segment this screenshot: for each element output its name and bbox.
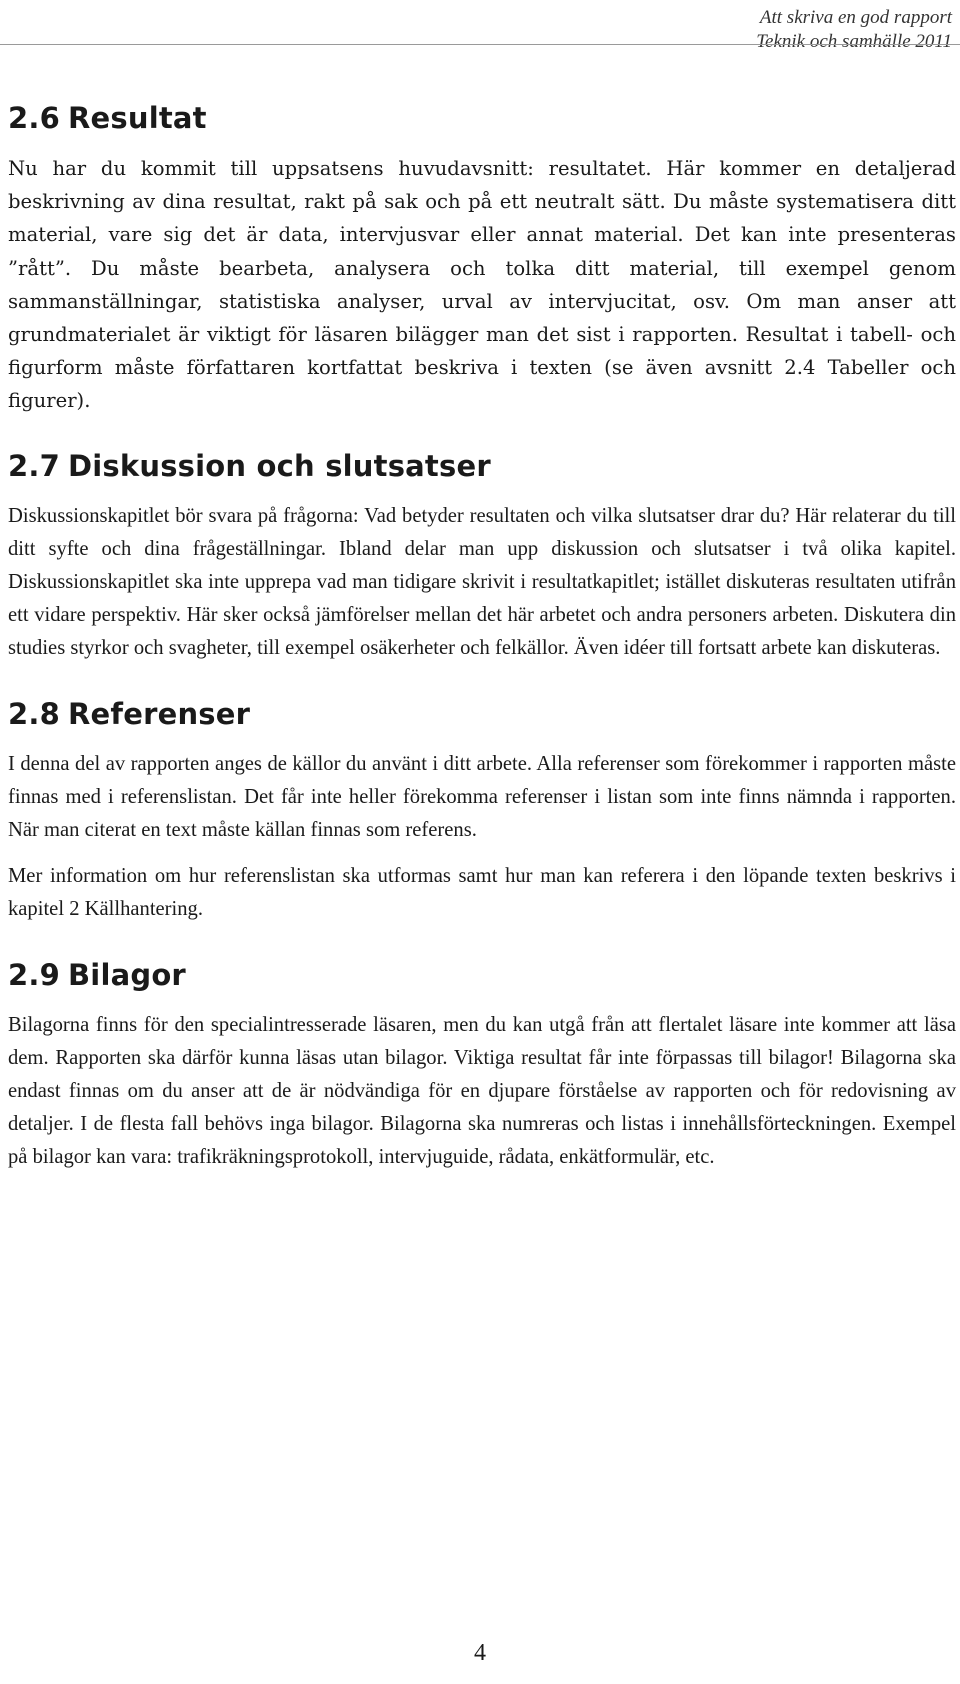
body-paragraph: Bilagorna finns för den specialintresserade läsaren, men du kan utgå från att flertalet läsare inte kommer att läsa dem. Rapporten ska därför kunna läsas utan bilagor. Viktiga resultat får inte förpassas till bilagor! Bilagorna ska endast finnas om du anser att de är nödvändiga för en djupare förståelse av rapporten och för redovisning av detaljer. I de flesta fall behövs inga bilagor. Bilagorna ska numreras och listas i innehållsförteckningen. Exempel på bilagor kan vara: trafikräkningsprotokoll, intervjuguide, rådata, enkätformulär, etc. — [8, 1013, 956, 1169]
section-title: Diskussion och slutsatser — [68, 448, 491, 483]
section-bilagor — [8, 957, 956, 1175]
section-heading — [8, 448, 956, 484]
header-course-year: Teknik och samhälle 2011 — [756, 31, 952, 52]
section-heading — [8, 696, 956, 732]
section-heading — [8, 957, 956, 993]
section-heading — [8, 100, 956, 136]
section-title: Resultat — [68, 101, 207, 135]
body-paragraph: I denna del av rapporten anges de källor du använt i ditt arbete. Alla referenser som förekommer i rapporten måste finnas med i referenslistan. Det får inte heller förekomma referenser i listan som inte finns nämnda i rapporten. När man citerat en text måste källan finnas som referens. — [8, 752, 956, 842]
page-number: 4 — [474, 1640, 486, 1666]
section-referenser — [8, 696, 956, 927]
section-resultat — [8, 100, 956, 418]
body-paragraph: Diskussionskapitlet bör svara på frågorna: Vad betyder resultaten och vilka slutsatser drar du? Här relaterar du till ditt syfte och dina frågeställningar. Ibland delar man upp diskussion och slutsatser i två olika kapitel. Diskussionskapitlet ska inte upprepa vad man tidigare skrivit i resultatkapitlet; istället diskuteras resultaten utifrån ett vidare perspektiv. Här sker också jämförelser mellan det här arbetet och andra personers arbeten. Diskutera din studies styrkor och svagheter, till exempel osäkerheter och felkällor. Även idéer till fortsatt arbete kan diskuteras. — [8, 504, 956, 660]
body-paragraph: Mer information om hur referenslistan ska utformas samt hur man kan referera i den löpande texten beskrivs i kapitel 2 Källhantering. — [8, 865, 956, 921]
body-paragraph: Nu har du kommit till uppsatsens huvudavsnitt: resultatet. Här kommer en detaljerad beskrivning av dina resultat, rakt på sak och på ett neutralt sätt. Du måste systematisera ditt material, vare sig det är data, intervjusvar eller annat material. Det kan inte presenteras ”rått”. Du måste bearbeta, analysera och tolka ditt material, till exempel genom sammanställningar, statistiska analyser, urval av intervjucitat, osv. Om man anser att grundmaterialet är viktigt för läsaren bilägger man det sist i rapporten. Resultat i tabell- och figurform måste författaren kortfattat beskriva i texten (se även avsnitt 2.4 Tabeller och figurer). — [8, 157, 956, 413]
section-number: 2.7 — [8, 448, 60, 483]
page-content — [8, 100, 956, 1175]
section-diskussion — [8, 448, 956, 666]
header-document-title: Att skriva en god rapport — [759, 7, 952, 28]
section-title: Bilagor — [68, 957, 186, 992]
section-number: 2.8 — [8, 696, 60, 731]
section-title: Referenser — [68, 696, 251, 731]
header-rule — [0, 44, 960, 45]
running-header — [756, 6, 952, 54]
section-number: 2.9 — [8, 957, 60, 992]
section-number: 2.6 — [8, 101, 60, 135]
